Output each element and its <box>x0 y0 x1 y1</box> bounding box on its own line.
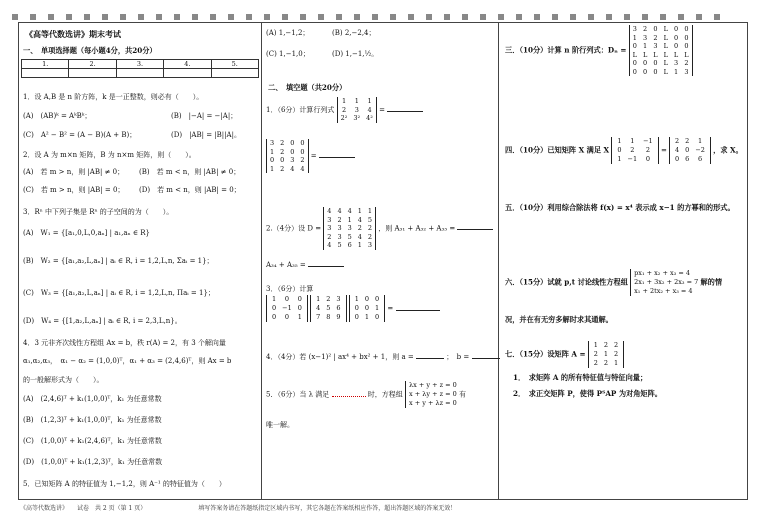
matrix-entry: 1 <box>347 215 352 224</box>
problem-4-text-b: ，求 X。 <box>713 145 743 155</box>
fill-3-blank[interactable] <box>396 310 440 311</box>
problem-7-part-1: 1． 求矩阵 A 的所有特征值与特征向量； <box>513 373 648 382</box>
matrix-entry: 3 <box>290 156 295 164</box>
q2-option-d: (D) 若 m < n，则 |AB| = 0； <box>139 186 241 194</box>
fill-5-blank[interactable] <box>332 396 366 397</box>
fill-1-determinant-2 <box>266 139 309 173</box>
q4-stem-1: 4．3 元非齐次线性方程组 Ax = b，秩 r(A) = 2，有 3 个解向量 <box>23 339 226 347</box>
matrix-entry: 4 <box>290 164 295 173</box>
q1-option-d: (D) |AB| = |B||A|。 <box>171 131 241 139</box>
q1-option-c: (C) A² − B² = (A − B)(A + B)； <box>23 131 137 139</box>
matrix-entry: 6 <box>685 155 690 163</box>
problem-7-matrix <box>588 341 624 368</box>
matrix-entry: 9 <box>336 313 341 321</box>
fill-1-determinant <box>337 97 377 123</box>
problem-3 <box>505 25 693 76</box>
q3-option-d: (D) W₄ = {[1,a₂,L,aₙ] | aᵢ ∈ R, i = 2,3,L,n}。 <box>23 317 182 325</box>
fill-4-blank-a[interactable] <box>416 358 444 359</box>
matrix-entry: 0 <box>684 33 689 42</box>
matrix-entry: 0 <box>643 59 648 67</box>
q3-option-b: (B) W₂ = {[a₁,a₂,L,aₙ] | aᵢ ∈ R, i = 1,2,L,n, Σaᵢ = 1}； <box>23 257 214 265</box>
problem-6-text-b: 解的情 <box>700 277 723 287</box>
matrix-entry: 0 <box>643 67 648 76</box>
matrix-entry: 4 <box>357 215 362 224</box>
fill-2-text-2: A₃₄ + A₃₅ = <box>266 261 306 269</box>
matrix-entry: 2 <box>685 137 690 145</box>
fill-3-matrix-1 <box>266 295 308 322</box>
matrix-entry: 2 <box>603 359 609 367</box>
matrix-entry: L <box>653 50 658 59</box>
matrix-entry: 2² <box>340 114 348 122</box>
matrix-entry: 2 <box>643 25 648 33</box>
fill-2-label: 2.（4分）设 D = <box>266 224 322 233</box>
matrix-entry: 0 <box>375 295 380 303</box>
fill-1: 1．（6分）计算行列式 1 1 1 2 3 4 2² 3² 4² = <box>266 97 423 123</box>
matrix-entry: 3 <box>336 295 341 303</box>
matrix-entry: 3 <box>684 67 689 76</box>
matrix-entry: L <box>673 50 679 59</box>
matrix-entry: L <box>663 50 668 59</box>
matrix-entry: L <box>663 42 668 50</box>
matrix-entry: 3 <box>632 25 637 33</box>
matrix-entry: 0 <box>354 304 359 312</box>
answer-cell[interactable] <box>164 69 211 78</box>
q2-stem: 2．设 A 为 m×n 矩阵，B 为 n×m 矩阵，则（ ）。 <box>23 151 196 159</box>
matrix-entry: 0 <box>290 147 295 156</box>
problem-4-text: 四．（10分）已知矩阵 X 满足 X <box>505 145 610 155</box>
matrix-entry: 0 <box>653 25 658 33</box>
matrix-entry: 2 <box>645 146 650 154</box>
column-3 <box>499 23 747 499</box>
answer-cell[interactable] <box>22 69 69 78</box>
q5-option-a: (A) 1,−1,2； <box>266 29 310 37</box>
matrix-entry: L <box>663 67 668 76</box>
matrix-entry: 3 <box>327 224 332 232</box>
matrix-entry: 2 <box>593 359 598 367</box>
matrix-entry: 2 <box>280 139 285 147</box>
matrix-entry: 0 <box>270 156 275 164</box>
matrix-entry: 1 <box>367 207 372 215</box>
matrix-entry: 6 <box>336 304 341 312</box>
matrix-entry: 1 <box>614 359 619 367</box>
q5-option-b: (B) 2,−2,4； <box>332 29 376 37</box>
q2-option-a: (A) 若 m > n，则 |AB| ≠ 0； <box>23 168 125 176</box>
matrix-entry: 0 <box>685 146 690 154</box>
problem-6-eq-1: px₁ + x₂ + x₃ = 4 <box>634 269 690 277</box>
matrix-entry: 2 <box>327 232 332 241</box>
matrix-entry: 1 <box>270 147 275 156</box>
problem-3-determinant <box>629 25 693 76</box>
matrix-entry: 1 <box>272 295 277 303</box>
matrix-entry: 0 <box>684 42 689 50</box>
matrix-entry: 0 <box>284 295 289 303</box>
fill-4 <box>266 353 500 362</box>
matrix-entry: L <box>663 25 668 33</box>
matrix-entry: −1 <box>627 155 638 163</box>
answer-cell[interactable] <box>116 69 163 78</box>
problem-6-text-c: 况，并在有无穷多解时求其通解。 <box>505 315 613 324</box>
fill-5-eq-1: λx + y + z = 0 <box>409 381 457 389</box>
matrix-entry: 1 <box>632 33 637 42</box>
matrix-entry: 2 <box>357 224 362 232</box>
matrix-entry: 1 <box>357 241 362 249</box>
top-binding-marks <box>12 5 752 13</box>
q4-option-c: (C) (1,0,0)ᵀ + k₁(2,4,6)ᵀ，k₁ 为任意常数 <box>23 437 162 445</box>
matrix-entry: 0 <box>272 304 277 312</box>
matrix-entry: 3 <box>270 139 275 147</box>
q5-option-d: (D) 1,−1,½。 <box>332 50 379 58</box>
matrix-entry: 1 <box>643 42 648 50</box>
fill-5 <box>266 381 466 408</box>
matrix-entry: 1 <box>593 341 598 349</box>
matrix-entry: −1 <box>282 304 292 312</box>
matrix-entry: 1 <box>297 313 302 321</box>
matrix-entry: 1 <box>367 97 372 105</box>
matrix-entry: 2 <box>675 137 680 145</box>
matrix-entry: 1 <box>270 164 275 173</box>
matrix-entry: 1 <box>354 295 359 303</box>
column-1 <box>19 23 262 499</box>
matrix-entry: 3 <box>643 33 648 42</box>
matrix-entry: 0 <box>675 155 680 163</box>
matrix-entry: 4 <box>367 105 372 114</box>
fill-2 <box>266 207 493 250</box>
matrix-entry: 0 <box>674 33 679 42</box>
q4-stem-2: α₁,α₂,α₃， α₁ − α₂ = (1,0,0)ᵀ，α₁ + α₃ = (2,4,6)ᵀ，则 Ax = b <box>23 357 232 365</box>
problem-7-part-2: 2． 求正交矩阵 P，使得 PᵀAP 为对角矩阵。 <box>513 389 662 398</box>
fill-2-text: ，则 A₃₁ + A₃₂ + A₃₃ = <box>378 224 456 233</box>
matrix-entry: 2 <box>614 341 619 349</box>
fill-5-eq-2: x + λy + z = 0 <box>409 390 457 398</box>
fill-3-label: 3．（6分）计算 <box>266 285 314 293</box>
matrix-entry: 0 <box>632 67 637 76</box>
answer-col-3: 3. <box>116 60 163 69</box>
column-2 <box>262 23 499 499</box>
footer-right: 填写答案务请在答题纸指定区域内书写，其它各题在答案纸相应作答，超出答题区域的答案无效！ <box>198 505 457 512</box>
matrix-entry: 0 <box>617 146 622 154</box>
matrix-entry: 0 <box>300 147 305 156</box>
q3-option-c: (C) W₃ = {[a₁,a₂,L,aₙ] | aᵢ ∈ R, i = 1,2,L,n, Πaᵢ = 1}； <box>23 289 215 297</box>
matrix-entry: 3 <box>337 224 342 232</box>
problem-4-matrix-2 <box>669 137 711 164</box>
fill-1-blank-b[interactable] <box>319 157 355 158</box>
matrix-entry: 5 <box>367 215 372 224</box>
matrix-entry: 1 <box>354 97 359 105</box>
problem-6-text: 六．（15分）试就 p,t 讨论线性方程组 <box>505 277 628 287</box>
problem-6-eq-2: 2x₁ + 3x₂ + 2x₃ = 7 <box>634 278 699 286</box>
matrix-entry: 0 <box>632 42 637 50</box>
matrix-entry: 0 <box>364 304 370 312</box>
matrix-entry: 6 <box>347 241 352 249</box>
matrix-entry: 0 <box>284 313 289 321</box>
fill-5-system <box>405 381 457 408</box>
problem-6 <box>505 269 722 296</box>
section-1-title: 一、 单项选择题（每小题4分，共20分） <box>23 46 157 55</box>
problem-6-system <box>630 269 698 296</box>
answer-col-2: 2. <box>69 60 116 69</box>
matrix-entry: 0 <box>354 313 359 321</box>
fill-5-mid: 时，方程组 <box>367 390 403 399</box>
matrix-entry: L <box>632 50 637 59</box>
matrix-entry: 1 <box>341 97 347 105</box>
answer-col-5: 5. <box>211 60 258 69</box>
matrix-entry: 0 <box>364 295 370 303</box>
matrix-entry: 3 <box>367 241 372 249</box>
matrix-entry: 4 <box>316 304 321 312</box>
fill-5-tail: 有 <box>459 390 466 399</box>
matrix-entry: 0 <box>653 59 658 67</box>
problem-7 <box>505 341 624 368</box>
fill-5-label: 5．（6分）当 λ 满足 <box>266 390 330 399</box>
matrix-entry: 4 <box>327 207 332 215</box>
matrix-entry: 2 <box>603 341 609 349</box>
matrix-entry: 1 <box>316 295 321 303</box>
exam-title: 《高等代数选讲》期末考试 <box>25 29 121 39</box>
answer-cell[interactable] <box>69 69 116 78</box>
matrix-entry: 5 <box>326 304 331 312</box>
q1-stem: 1．设 A,B 是 n 阶方阵，k 是一正整数，则必有（ ）。 <box>23 93 204 101</box>
fill-4-text: 4．（4分）若 (x−1)² | ax⁴ + bx² + 1，则 a = <box>266 353 414 361</box>
footer <box>20 503 760 512</box>
matrix-entry: 2 <box>280 164 285 173</box>
problem-4: 四．（10分）已知矩阵 X 满足 X 1 1 −1 0 2 2 1 −1 0 = 2 2 1 4 0 −2 0 6 6 ，求 X。 <box>505 137 743 163</box>
matrix-entry: 1 <box>617 155 622 163</box>
matrix-entry: 8 <box>326 313 331 321</box>
matrix-entry: 2 <box>614 350 619 358</box>
matrix-entry: 2 <box>593 350 598 358</box>
q4-option-d: (D) (1,0,0)ᵀ + k₁(1,2,3)ᵀ，k₁ 为任意常数 <box>23 458 163 466</box>
answer-col-1: 1. <box>22 60 69 69</box>
matrix-entry: 6 <box>698 155 703 163</box>
matrix-entry: 0 <box>280 156 285 164</box>
problem-3-text: 三．（10分）计算 n 阶行列式：Dₙ = <box>505 45 627 55</box>
matrix-entry: L <box>642 50 648 59</box>
matrix-entry: 1 <box>364 313 370 321</box>
matrix-entry: 2 <box>280 147 285 156</box>
matrix-entry: 2 <box>326 295 331 303</box>
matrix-entry: 4 <box>327 241 332 249</box>
matrix-entry: 2 <box>341 105 347 114</box>
matrix-entry: 7 <box>316 313 321 321</box>
matrix-entry: 4² <box>366 114 373 122</box>
fill-3: 1 0 0 0 −1 0 0 0 1 1 2 3 4 5 6 7 8 9 1 0 0 0 0 1 0 1 0 = <box>266 295 440 322</box>
matrix-entry: −1 <box>643 137 653 145</box>
fill-1-label: 1．（6分）计算行列式 <box>266 105 335 114</box>
q4-stem-3: 的一般解形式为（ ）。 <box>23 376 104 384</box>
problem-6-eq-3: x₁ + 2tx₂ + x₃ = 4 <box>634 287 693 295</box>
fill-1b: 3 2 0 0 1 2 0 0 0 0 3 2 1 2 4 4 = <box>266 139 355 173</box>
fill-2b <box>266 261 344 270</box>
matrix-entry: L <box>663 33 668 42</box>
matrix-entry: 3 <box>674 59 679 67</box>
fill-5-tail-2: 唯一解。 <box>266 421 294 429</box>
matrix-entry: 0 <box>653 67 658 76</box>
matrix-entry: 0 <box>674 25 679 33</box>
matrix-entry: 1 <box>698 137 703 145</box>
matrix-entry: 0 <box>632 59 637 67</box>
matrix-entry: 1 <box>603 350 609 358</box>
fill-4-blank-b[interactable] <box>472 358 500 359</box>
matrix-entry: 4 <box>300 164 305 173</box>
problem-4-matrix-1 <box>611 137 658 164</box>
matrix-entry: 2 <box>300 156 305 164</box>
matrix-entry: 3 <box>354 105 359 114</box>
q5-stem: 5．已知矩阵 A 的特征值为 1,−1,2，则 A⁻¹ 的特征值为（ ） <box>23 480 226 488</box>
matrix-entry: 3² <box>353 114 361 122</box>
q1-option-b: (B) |−A| = −|A|； <box>171 112 238 120</box>
matrix-entry: 0 <box>645 155 650 163</box>
matrix-entry: 0 <box>290 139 295 147</box>
problem-7-text: 七．（15分）设矩阵 A = <box>505 349 586 359</box>
section-2-title: 二、 填空题（共20分） <box>268 83 347 92</box>
matrix-entry: 2 <box>684 59 689 67</box>
footer-left: 《高等代数选讲》 试卷 共 2 页（第 1 页） <box>20 505 147 512</box>
matrix-entry: 2 <box>337 215 342 224</box>
matrix-entry: 1 <box>375 304 380 312</box>
matrix-entry: L <box>663 59 668 67</box>
matrix-entry: 4 <box>675 146 680 154</box>
q2-option-b: (B) 若 m < n，则 |AB| ≠ 0； <box>139 168 241 176</box>
fill-5-eq-3: x + y + λz = 0 <box>409 399 457 407</box>
q5-option-c: (C) 1,−1,0； <box>266 50 310 58</box>
matrix-entry: 0 <box>674 42 679 50</box>
fill-2-blank-a[interactable] <box>457 229 493 230</box>
matrix-entry: 2 <box>367 224 372 232</box>
q1-option-a: (A) (AB)ᵏ = AᵏBᵏ； <box>23 112 92 120</box>
matrix-entry: 3 <box>327 215 332 224</box>
answer-col-4: 4. <box>164 60 211 69</box>
q4-option-a: (A) (2,4,6)ᵀ + k₁(1,0,0)ᵀ，k₁ 为任意常数 <box>23 395 162 403</box>
matrix-entry: 0 <box>375 313 380 321</box>
exam-page <box>18 22 748 500</box>
q3-option-a: (A) W₁ = {[a₁,0,L,0,aₙ] | a₁,aₙ ∈ R} <box>23 229 150 237</box>
fill-3-matrix-3 <box>349 295 385 322</box>
matrix-entry: 2 <box>653 33 658 42</box>
matrix-entry: 0 <box>272 313 277 321</box>
fill-1-blank-a[interactable] <box>387 111 423 112</box>
matrix-entry: 2 <box>367 232 372 241</box>
q4-option-b: (B) (1,2,3)ᵀ + k₁(1,0,0)ᵀ，k₁ 为任意常数 <box>23 416 162 424</box>
matrix-entry: 3 <box>653 42 658 50</box>
matrix-entry: 1 <box>674 67 679 76</box>
answer-grid <box>21 59 259 78</box>
matrix-entry: 0 <box>297 295 302 303</box>
matrix-entry: 1 <box>357 207 362 215</box>
matrix-entry: 3 <box>337 232 342 241</box>
matrix-entry: 5 <box>347 232 352 241</box>
matrix-entry: 4 <box>347 207 352 215</box>
matrix-entry: 5 <box>337 241 342 249</box>
matrix-entry: 3 <box>347 224 352 232</box>
matrix-entry: L <box>684 50 689 59</box>
fill-4-text-b: ； b = <box>446 353 470 361</box>
fill-2-determinant <box>323 207 376 250</box>
fill-2-blank-b[interactable] <box>308 266 344 267</box>
matrix-entry: −2 <box>695 146 705 154</box>
matrix-entry: 0 <box>300 139 305 147</box>
matrix-entry: 1 <box>617 137 622 145</box>
matrix-entry: 4 <box>357 232 362 241</box>
q3-stem: 3．Rⁿ 中下列子集是 Rⁿ 的子空间的为（ ）。 <box>23 208 174 216</box>
fill-3-matrix-2 <box>310 295 346 322</box>
matrix-entry: 0 <box>684 25 689 33</box>
matrix-entry: 2 <box>630 146 635 154</box>
problem-5: 五．（10分）利用综合除法将 f(x) = x⁴ 表示成 x−1 的方幂和的形式。 <box>505 203 735 212</box>
q2-option-c: (C) 若 m > n，则 |AB| = 0； <box>23 186 125 194</box>
answer-cell[interactable] <box>211 69 258 78</box>
matrix-entry: 4 <box>337 207 342 215</box>
matrix-entry: 1 <box>630 137 635 145</box>
matrix-entry: 0 <box>297 304 302 312</box>
